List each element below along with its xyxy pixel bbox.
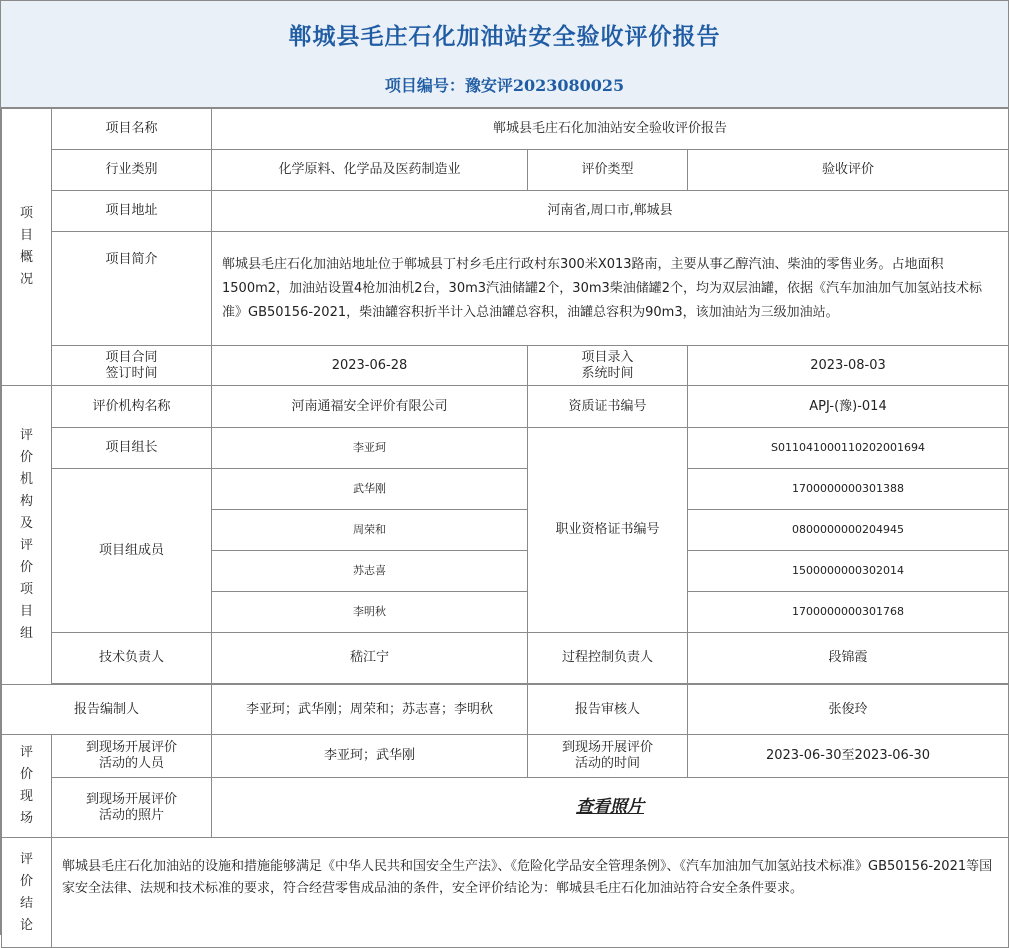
- member-name: 周荣和: [212, 510, 528, 551]
- cert-value: APJ-(豫)-014: [688, 386, 1009, 428]
- reviewer-name: 张俊玲: [688, 685, 1009, 735]
- table-row: [2, 346, 1009, 386]
- member-name: 武华刚: [212, 469, 528, 510]
- tech-lead-name: 嵇江宁: [212, 633, 528, 684]
- site-people: 李亚珂；武华刚: [212, 735, 528, 778]
- conclusion-text: 郸城县毛庄石化加油站的设施和措施能够满足《中华人民共和国安全生产法》、《危险化学品安全管理条例》、《汽车加油加气加氢站技术标准》GB50156-2021等国家安全法律、法规和技术标准的要求，符合经营零售成品油的条件，安全评价结论为：郸城县毛庄石化加油站符合安全条件要求。: [52, 838, 1009, 948]
- intro-label: 项目简介: [52, 232, 212, 346]
- address-label: 项目地址: [52, 191, 212, 232]
- table-row: [2, 685, 1009, 735]
- reviewer-label: 报告审核人: [528, 685, 688, 735]
- eval-type-label: 评价类型: [528, 150, 688, 191]
- authors: 李亚珂；武华刚；周荣和；苏志喜；李明秋: [212, 685, 528, 735]
- member-cert: 1500000000302014: [688, 551, 1009, 592]
- table-row: [2, 469, 1009, 510]
- site-photo-label: 到现场开展评价 活动的照片: [52, 778, 212, 838]
- table-row: [2, 838, 1009, 948]
- member-cert: 1700000000301768: [688, 592, 1009, 633]
- member-cert: 0800000000204945: [688, 510, 1009, 551]
- table-row: [2, 778, 1009, 838]
- section-conclusion-label: 评价结论: [2, 838, 52, 948]
- view-photos-link[interactable]: 查看照片: [576, 796, 645, 817]
- site-photo-cell: [212, 778, 1009, 838]
- section-site-label: 评价现场: [2, 735, 52, 838]
- address-value: 河南省,周口市,郸城县: [212, 191, 1009, 232]
- cert-label: 资质证书编号: [528, 386, 688, 428]
- entry-time-label: 项目录入 系统时间: [528, 346, 688, 386]
- industry-value: 化学原料、化学品及医药制造业: [212, 150, 528, 191]
- table-row: [2, 735, 1009, 778]
- site-people-label: 到现场开展评价 活动的人员: [52, 735, 212, 778]
- table-row: [2, 633, 1009, 684]
- project-name-label: 项目名称: [52, 109, 212, 150]
- members-label: 项目组成员: [52, 469, 212, 633]
- intro-text: 郸城县毛庄石化加油站地址位于郸城县丁村乡毛庄行政村东300米X013路南，主要从事乙醇汽油、柴油的零售业务。占地面积1500m2，加油站设置4枪加油机2台，30m3汽油储罐2个，30m3柴油储罐2个，均为双层油罐，依据《汽车加油加气加氢站技术标准》GB50156-2021，柴油罐容积折半计入总油罐总容积，油罐总容积为90m3，该加油站为三级加油站。: [212, 232, 1009, 346]
- section-overview-label: 项目概况: [2, 109, 52, 386]
- org-label: 评价机构名称: [52, 386, 212, 428]
- leader-cert: S011041000110202001694: [688, 428, 1009, 469]
- eval-type-value: 验收评价: [688, 150, 1009, 191]
- qual-cert-label: 职业资格证书编号: [528, 428, 688, 633]
- project-name: 郸城县毛庄石化加油站安全验收评价报告: [212, 109, 1009, 150]
- leader-name: 李亚珂: [212, 428, 528, 469]
- site-time: 2023-06-30至2023-06-30: [688, 735, 1009, 778]
- site-time-label: 到现场开展评价 活动的时间: [528, 735, 688, 778]
- table-row: [2, 109, 1009, 150]
- member-cert: 1700000000301388: [688, 469, 1009, 510]
- table-row: [2, 386, 1009, 428]
- entry-date: 2023-08-03: [688, 346, 1009, 386]
- contract-date: 2023-06-28: [212, 346, 528, 386]
- table-row: [2, 191, 1009, 232]
- member-name: 李明秋: [212, 592, 528, 633]
- section-agency-label: 评价机构及评价项目组: [2, 386, 52, 685]
- report-header: [1, 0, 1008, 108]
- leader-label: 项目组长: [52, 428, 212, 469]
- table-row: [2, 232, 1009, 346]
- org-value: 河南通福安全评价有限公司: [212, 386, 528, 428]
- tech-lead-label: 技术负责人: [52, 633, 212, 684]
- industry-label: 行业类别: [52, 150, 212, 191]
- contract-time-label: 项目合同 签订时间: [52, 346, 212, 386]
- table-row: [2, 428, 1009, 469]
- author-label: 报告编制人: [2, 685, 212, 735]
- report-table: [1, 108, 1009, 948]
- table-row: [2, 150, 1009, 191]
- process-lead-name: 段锦霞: [688, 633, 1009, 684]
- project-code: 项目编号：豫安评2023080025: [384, 76, 625, 95]
- member-name: 苏志喜: [212, 551, 528, 592]
- report-title: 郸城县毛庄石化加油站安全验收评价报告: [288, 23, 721, 50]
- process-lead-label: 过程控制负责人: [528, 633, 688, 684]
